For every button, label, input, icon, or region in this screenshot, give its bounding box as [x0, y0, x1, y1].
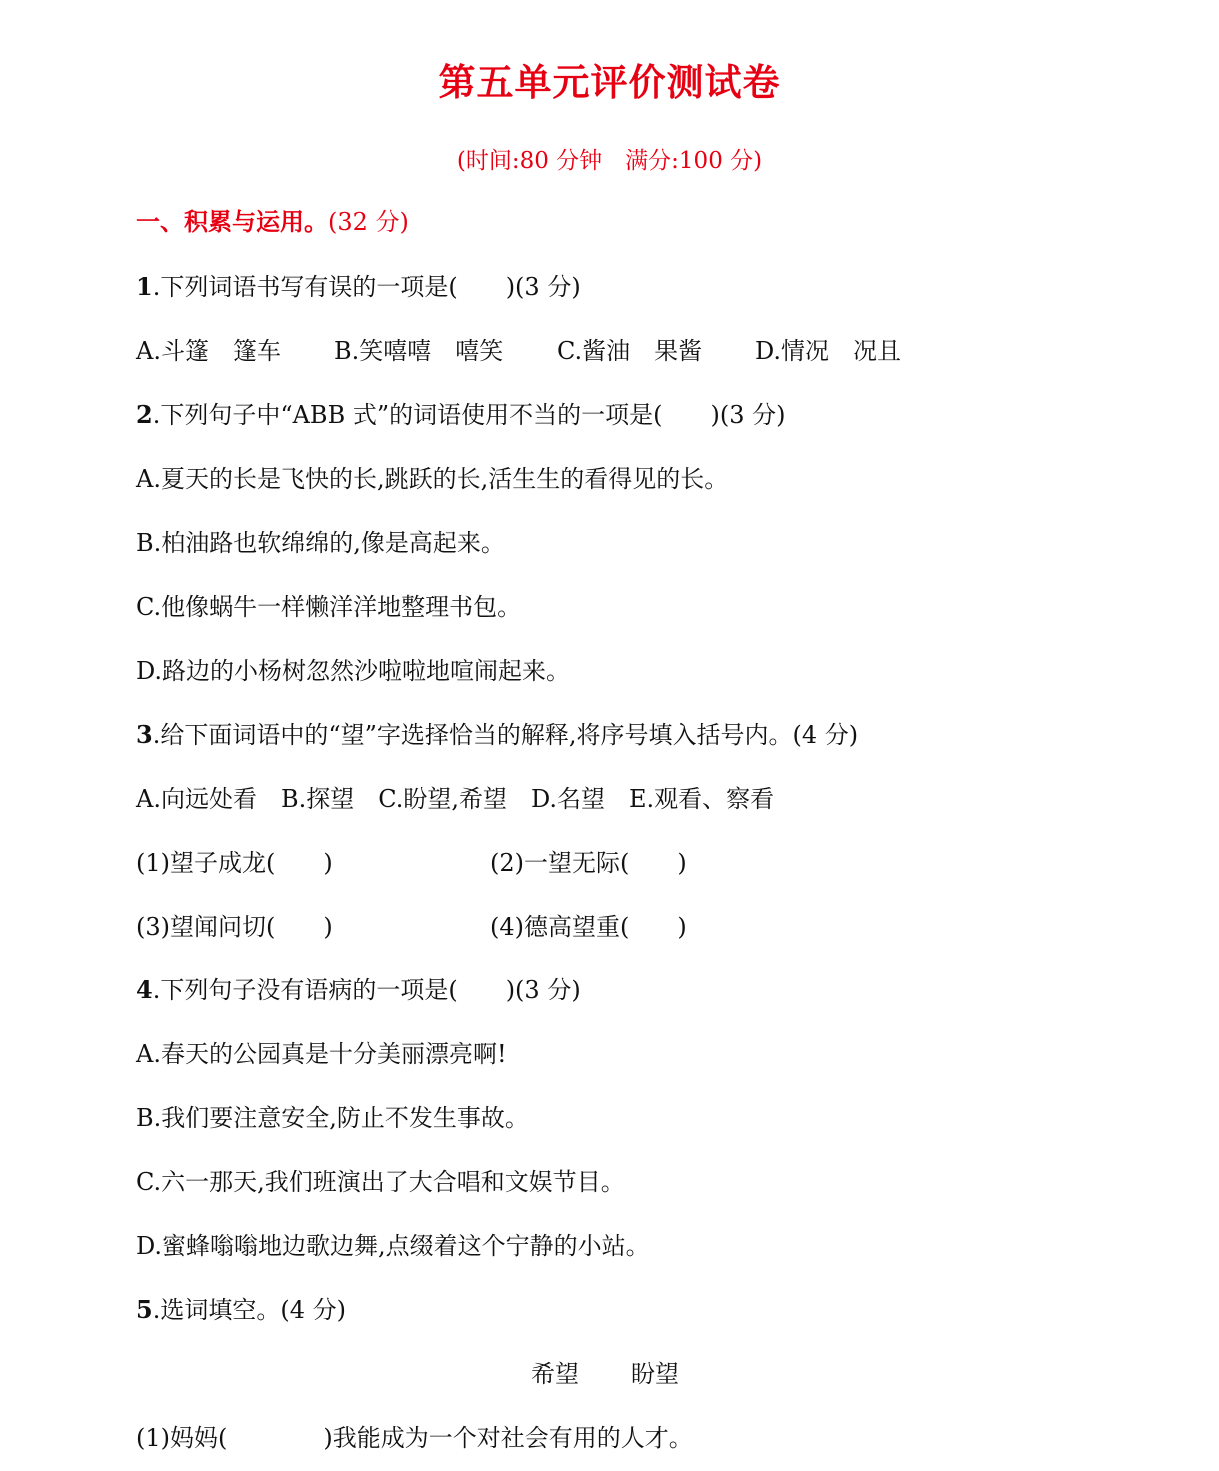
- option-c: C.他像蜗牛一样懒洋洋地整理书包。: [136, 593, 522, 621]
- section-title: 一、积累与运用。: [136, 207, 328, 236]
- option-a: A.夏天的长是飞快的长,跳跃的长,活生生的看得见的长。: [136, 465, 729, 493]
- question-3-item-4: (4)德高望重( ): [490, 913, 687, 941]
- section-heading: [136, 206, 409, 238]
- option-c: C.酱油 果酱: [557, 337, 703, 365]
- question-3: [136, 719, 858, 751]
- option-a: A.春天的公园真是十分美丽漂亮啊!: [136, 1040, 507, 1068]
- option-d: D.情况 况且: [755, 337, 902, 365]
- question-number: 5: [136, 1295, 153, 1324]
- question-5: [136, 1294, 346, 1326]
- question-text: .给下面词语中的“望”字选择恰当的解释,将序号填入括号内。(4 分): [152, 721, 859, 749]
- page-title: 第五单元评价测试卷: [438, 60, 781, 104]
- word-choice-1: 希望: [531, 1360, 579, 1388]
- page-subtitle: (时间:80 分钟 满分:100 分): [456, 148, 763, 174]
- option-a: A.斗篷 篷车: [136, 337, 281, 365]
- question-number: 2: [136, 400, 153, 429]
- section-score: (32 分): [328, 208, 409, 236]
- question-3-options: A.向远处看 B.探望 C.盼望,希望 D.名望 E.观看、察看: [136, 785, 775, 813]
- question-3-item-1: (1)望子成龙( ): [136, 849, 333, 877]
- question-2: [136, 399, 785, 431]
- question-number: 4: [136, 975, 153, 1004]
- question-text: .选词填空。(4 分): [152, 1296, 346, 1324]
- question-3-item-2: (2)一望无际( ): [490, 849, 687, 877]
- question-3-item-3: (3)望闻问切( ): [136, 913, 333, 941]
- word-choice-2: 盼望: [631, 1360, 679, 1388]
- question-text: .下列词语书写有误的一项是( )(3 分): [152, 273, 581, 301]
- question-text: .下列句子中“ABB 式”的词语使用不当的一项是( )(3 分): [152, 401, 786, 429]
- question-number: 1: [136, 272, 153, 301]
- option-b: B.我们要注意安全,防止不发生事故。: [136, 1104, 529, 1132]
- question-4: [136, 974, 581, 1006]
- option-b: B.笑嘻嘻 嘻笑: [334, 337, 504, 365]
- option-c: C.六一那天,我们班演出了大合唱和文娱节目。: [136, 1168, 625, 1196]
- option-d: D.路边的小杨树忽然沙啦啦地喧闹起来。: [136, 657, 571, 685]
- question-1: [136, 271, 581, 303]
- question-text: .下列句子没有语病的一项是( )(3 分): [152, 976, 581, 1004]
- question-number: 3: [136, 720, 153, 749]
- question-5-item-1: (1)妈妈( )我能成为一个对社会有用的人才。: [136, 1424, 693, 1452]
- option-b: B.柏油路也软绵绵的,像是高起来。: [136, 529, 505, 557]
- option-d: D.蜜蜂嗡嗡地边歌边舞,点缀着这个宁静的小站。: [136, 1232, 650, 1260]
